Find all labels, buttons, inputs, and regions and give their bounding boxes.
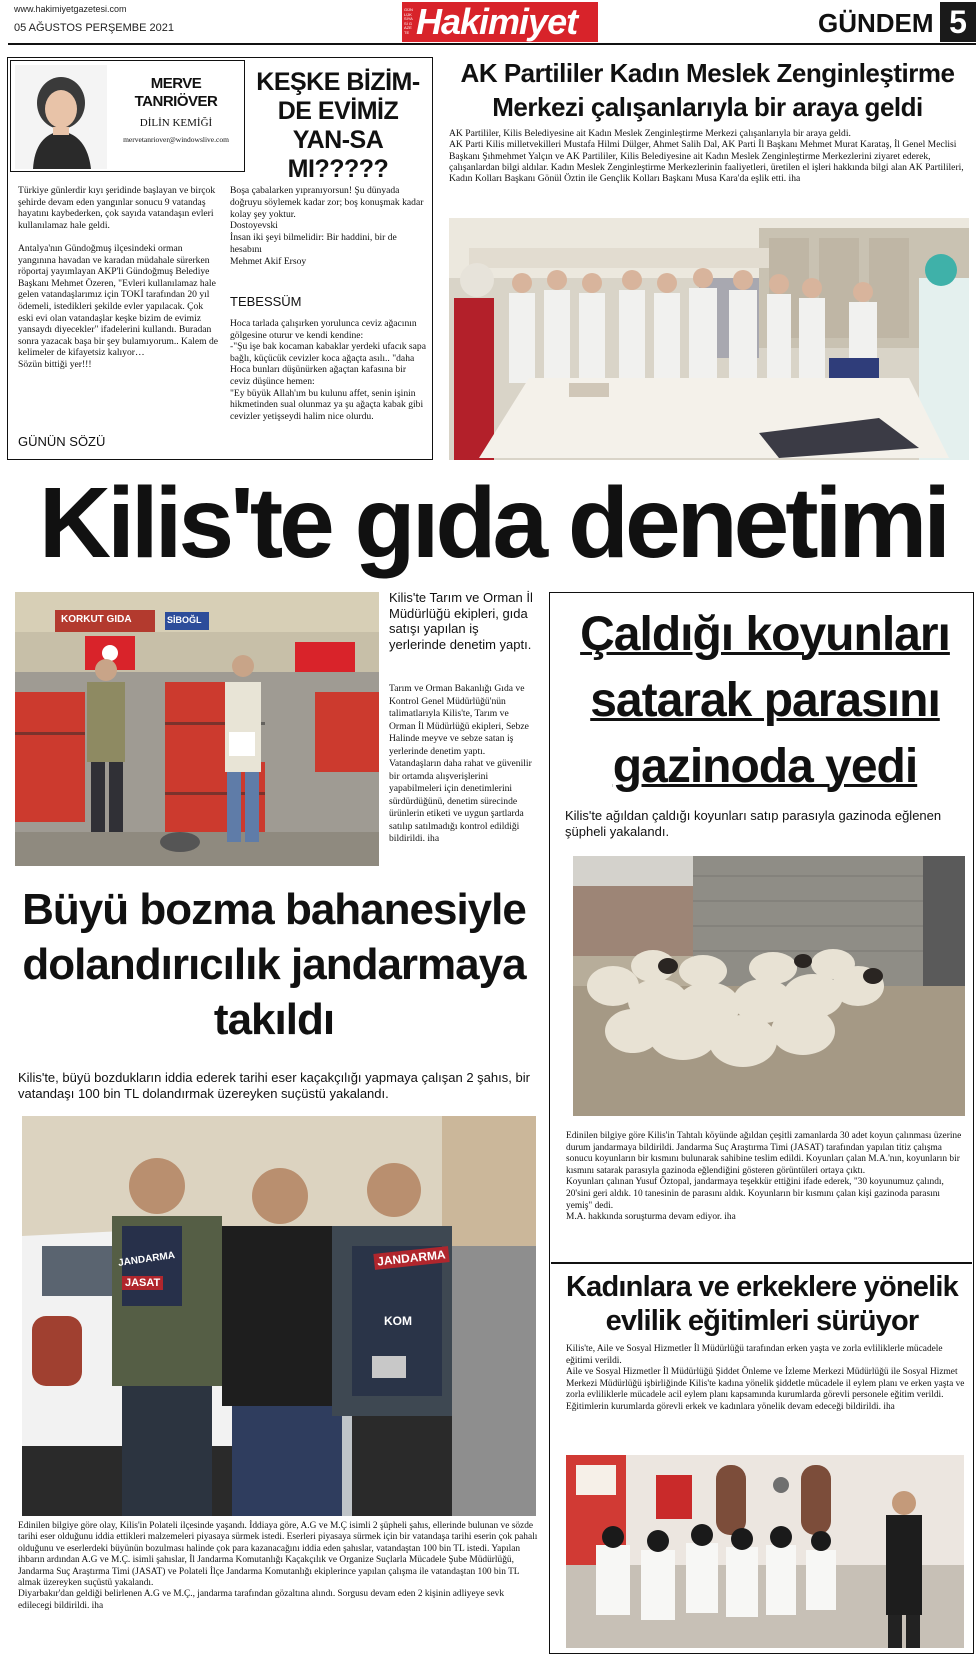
gida-lead: Kilis'te Tarım ve Orman İl Müdürlüğü ekipleri, gıda satışı yapılan iş yerlerinde denetim yaptı. <box>389 590 533 652</box>
column-right-text-1: Boşa çabalarken yıpranıyorsun! Şu dünyada doğruyu söylemek kadar zor; boş konuşmak kadar kolay şey yoktur. Dostoyevski İnsan iki şeyi bilmelidir: Bir haddini, bir de hesabını Mehmet Akif Ersoy <box>230 185 424 267</box>
author-last-name: TANRIÖVER <box>134 93 218 110</box>
page-number: 5 <box>949 4 967 40</box>
buyu-lead: Kilis'te, büyü bozdukların iddia ederek tarihi eser kaçakçılığı yapmaya çalışan 2 şahıs, bir vatandaşı 100 bin TL dolandırmak üzereyken suçüstü yakalandı. <box>18 1070 530 1101</box>
koyun-text: Edinilen bilgiye göre Kilis'in Tahtalı köyünde ağıldan çeşitli zamanlarda 30 adet koyun çalınması üzerine durum jandarmaya bildirildi. Jandarma Suç Araştırma Timi (JASAT) tarafından yapılan titiz çalışma sonucu koyunların bir kısmını bulunarak sahibine teslim edildi. Koyunları çalan M.A.'nın, koyunların bir kısmını satarak parasıyla gazinoda eğlendiğini gösteren görüntüleri ortaya çıktı. Koyunları çalınan Yusuf Öztopal, jandarmaya teşekkür ettiğini ifade ederek, "30 koyunumuz çalındı, 20'sini geri aldık. 10 tanesinin de parasını aldık. Koyunların bir kısmını çalan kişi gazinoda parasını yemiş" dedi. M.A. hakkında soruşturma devam ediyor. iha <box>566 1131 962 1223</box>
ak-parti-text: AK Partililer, Kilis Belediyesine ait Kadın Meslek Zenginleştirme Merkezi çalışanlarıyla bir araya geldi. AK Parti Kilis milletvekilleri Mustafa Hilmi Dülger, Ahmet Salih Dal, AK Parti İl Başkanı Mehmet Murat Karataş, İl Genel Meclisi Başkanı Şıhmehmet Yalçın ve AK Partililer, Kilis Belediyesine ait Kadın Meslek Zenginleştirme Merkezlerini ziyaret ederek, çalışanlardan bilgi aldılar. Kadın Meslek Zenginleştirme Merkezlerinin faaliyetleri, üretilen el işleri hakkında bilgi alan AK Partilileri, Kadın Kolları Başkanı Gönül Öztin ile Gençlik Kolları Başkanı Musa Kara'da eşlik etti. iha <box>449 128 964 185</box>
koyun-headline[interactable]: Çaldığı koyunları satarak parasını gazinoda yedi <box>580 608 950 793</box>
vest-label-2: JASAT <box>122 1276 163 1290</box>
author-card <box>10 60 245 172</box>
masthead-logo[interactable] <box>402 2 598 42</box>
ak-parti-headline[interactable]: AK Partililer Kadın Meslek Zenginleştirme Merkezi çalışanlarıyla bir araya geldi <box>460 58 955 122</box>
evlilik-headline[interactable]: Kadınlara ve erkeklere yönelik evlilik eğitimleri sürüyor <box>566 1271 958 1337</box>
koyun-divider <box>551 1262 972 1264</box>
author-first-name: MERVE <box>150 75 202 92</box>
vest-label-4: KOM <box>384 1314 412 1328</box>
tebessum-label: TEBESSÜM <box>230 294 302 309</box>
header-rule <box>8 43 976 45</box>
column-box <box>7 57 433 460</box>
section-title: GÜNDEM <box>818 8 934 38</box>
evlilik-photo <box>566 1455 964 1648</box>
column-title: KEŞKE BİZİM-DE EVİMİZ YAN-SA MI????? <box>256 68 420 183</box>
author-email[interactable]: mervetanriover@windowslive.com <box>123 135 229 144</box>
gunun-sozu-label: GÜNÜN SÖZÜ <box>18 434 106 449</box>
vest-label-1: JANDARMA <box>117 1250 176 1269</box>
gida-headline[interactable]: Kilis'te gıda denetimi <box>38 467 948 579</box>
buyu-text: Edinilen bilgiye göre olay, Kilis'in Polateli ilçesinde yaşandı. İddiaya göre, A.G ve M.Ç isimli 2 şüpheli şahıs, ellerinde bulunan ve sözde tarihi eser olduğunu iddia ettikleri malzemeleri piyasaya sürmek istedi. Eserleri piyasaya sürmek için bir vatandaşa tarihi eserin çok pahalı olduğunu ve eserlerdeki büyünün bozulması halinde çok para kazanacağını iddia eden şahıslar, vatandaştan 100 bin TL istedi. Yapılan ihbarın ardından A.G ve M.Ç. isimli şahıslar, İl Jandarma Komutanlığı Kaçakçılık ve Organize Suçlarla Mücadele Şube Müdürlüğü, Jandarma Suç Araştırma Timi (JASAT) ve Polateli İlçe Jandarma Komutanlığı ekiplerince yapılan çalışma ile vatandaştan 100 bin TL almak üzereyken suçüstü yakalandı. Diyarbakır'dan geldiği belirlenen A.G ve M.Ç., jandarma tarafından gözaltına alındı. Sorgusu devam eden 2 kişinin adliyeye sevk edilecegi bildirildi. iha <box>18 1521 538 1611</box>
vest-label-3: JANDARMA <box>373 1246 449 1270</box>
shop-sign-2: SİBOĞL <box>167 615 202 625</box>
gida-photo <box>15 592 379 866</box>
page-number-box <box>940 2 976 42</box>
koyun-photo <box>573 856 965 1116</box>
gida-text: Tarım ve Orman Bakanlığı Gıda ve Kontrol Genel Müdürlüğü'nün talimatlarıyla Kilis'te, Tarım ve Orman İl Müdürlüğü ekipleri, Sebze Halinde meyve ve sebze satan iş yerlerinde denetim yaptı. Vatandaşların daha rahat ve güvenilir bir ortamda alışverişlerini yapabilmeleri için denetimlerini sürdürdüğünü, denetim sürecinde ürünlerin etiketi ve uygun şartlarda satılıp satılmadığı kontrol edildiği bildirildi. iha <box>389 683 532 844</box>
website-url[interactable]: www.hakimiyetgazetesi.com <box>14 4 127 14</box>
issue-date: 05 AĞUSTOS PERŞEMBE 2021 <box>14 22 174 34</box>
column-left-text: Türkiye günlerdir kıyı şeridinde başlayan ve birçok şehirde devam eden yangınlar sonucu 9 vatandaş hayatını kaybederken, çok sayıda vatandaşın evleri kullanılamaz hale geldi. Antalya'nın Gündoğmuş ilçesindeki orman yangınına havadan ve karadan müdahale sürerken röportaj yayımlayan AKP'li Gündoğmuş Belediye Başkanı Mehmet Özeren, "Evleri kullanılamaz hale gelen vatandaşlarımız için TOKİ tarafından 20 yıl ödemeli, istedikleri şekilde evler yapılacak. Çok eski evi olan vatandaşlar keşke bizim de evimiz yansaydı diyecekler" ifadelerini kullandı. Buradan sonra yazacak başa bir şey bulamıyorum.. Kalem de kelimeler de kifayetsiz kalıyor… Sözün bittiği yer!!! <box>18 185 219 370</box>
buyu-headline[interactable]: Büyü bozma bahanesiyle dolandırıcılık jandarmaya takıldı <box>22 885 526 1044</box>
column-right-text-2: Hoca tarlada çalışırken yorulunca ceviz ağacının gölgesine oturur ve kendi kendine: -"Şu işe bak kocaman kabaklar yerdeki ufacık sapa bağlı, küçücük cevizler koca ağaçta asılı.. "daha Hoca bunları düşünürken ağaçtan kafasına bir ceviz düşünce hemen: "Ey büyük Allah'ım bu kulunu affet, senin işinin hikmetinden sual olunmaz ya şu ağaçta kabak gibi cevizler yetişseydi halim nice olurdu. <box>230 318 426 422</box>
logo-text: Hakimiyet <box>416 1 578 42</box>
shop-sign-1: KORKUT GIDA <box>61 614 132 625</box>
ak-parti-photo <box>449 218 969 460</box>
koyun-lead: Kilis'te ağıldan çaldığı koyunları satıp parasıyla gazinoda eğlenen şüpheli yakalandı. <box>565 808 942 839</box>
author-column-name: DİLİN KEMİĞİ <box>139 117 213 129</box>
logo-side-text: GÜNLÜK SİYASİ GAZETE <box>404 7 413 35</box>
buyu-photo <box>22 1116 536 1516</box>
author-photo <box>15 65 107 169</box>
evlilik-text: Kilis'te, Aile ve Sosyal Hizmetler İl Müdürlüğü tarafından erken yaşta ve zorla evliliklerle mücadele eğitimi verildi. Aile ve Sosyal Hizmetler İl Müdürlüğü Şiddet Önleme ve İzleme Merkezi Müdürlüğü ile Sosyal Hizmet Merkezi Müdürlüğü işbirliğinde Kilis'te kadına yönelik şiddetle mücadele il eylem planı ve erken yaşta ve zorla evliliklerle mücadele acil eylem planı kapsamında kurumlarda görevli personele eğitim verildi. Eğitimlerin kurumlarda görevli erkek ve kadınlara yönelik devam edeceği bildirildi. iha <box>566 1344 965 1412</box>
